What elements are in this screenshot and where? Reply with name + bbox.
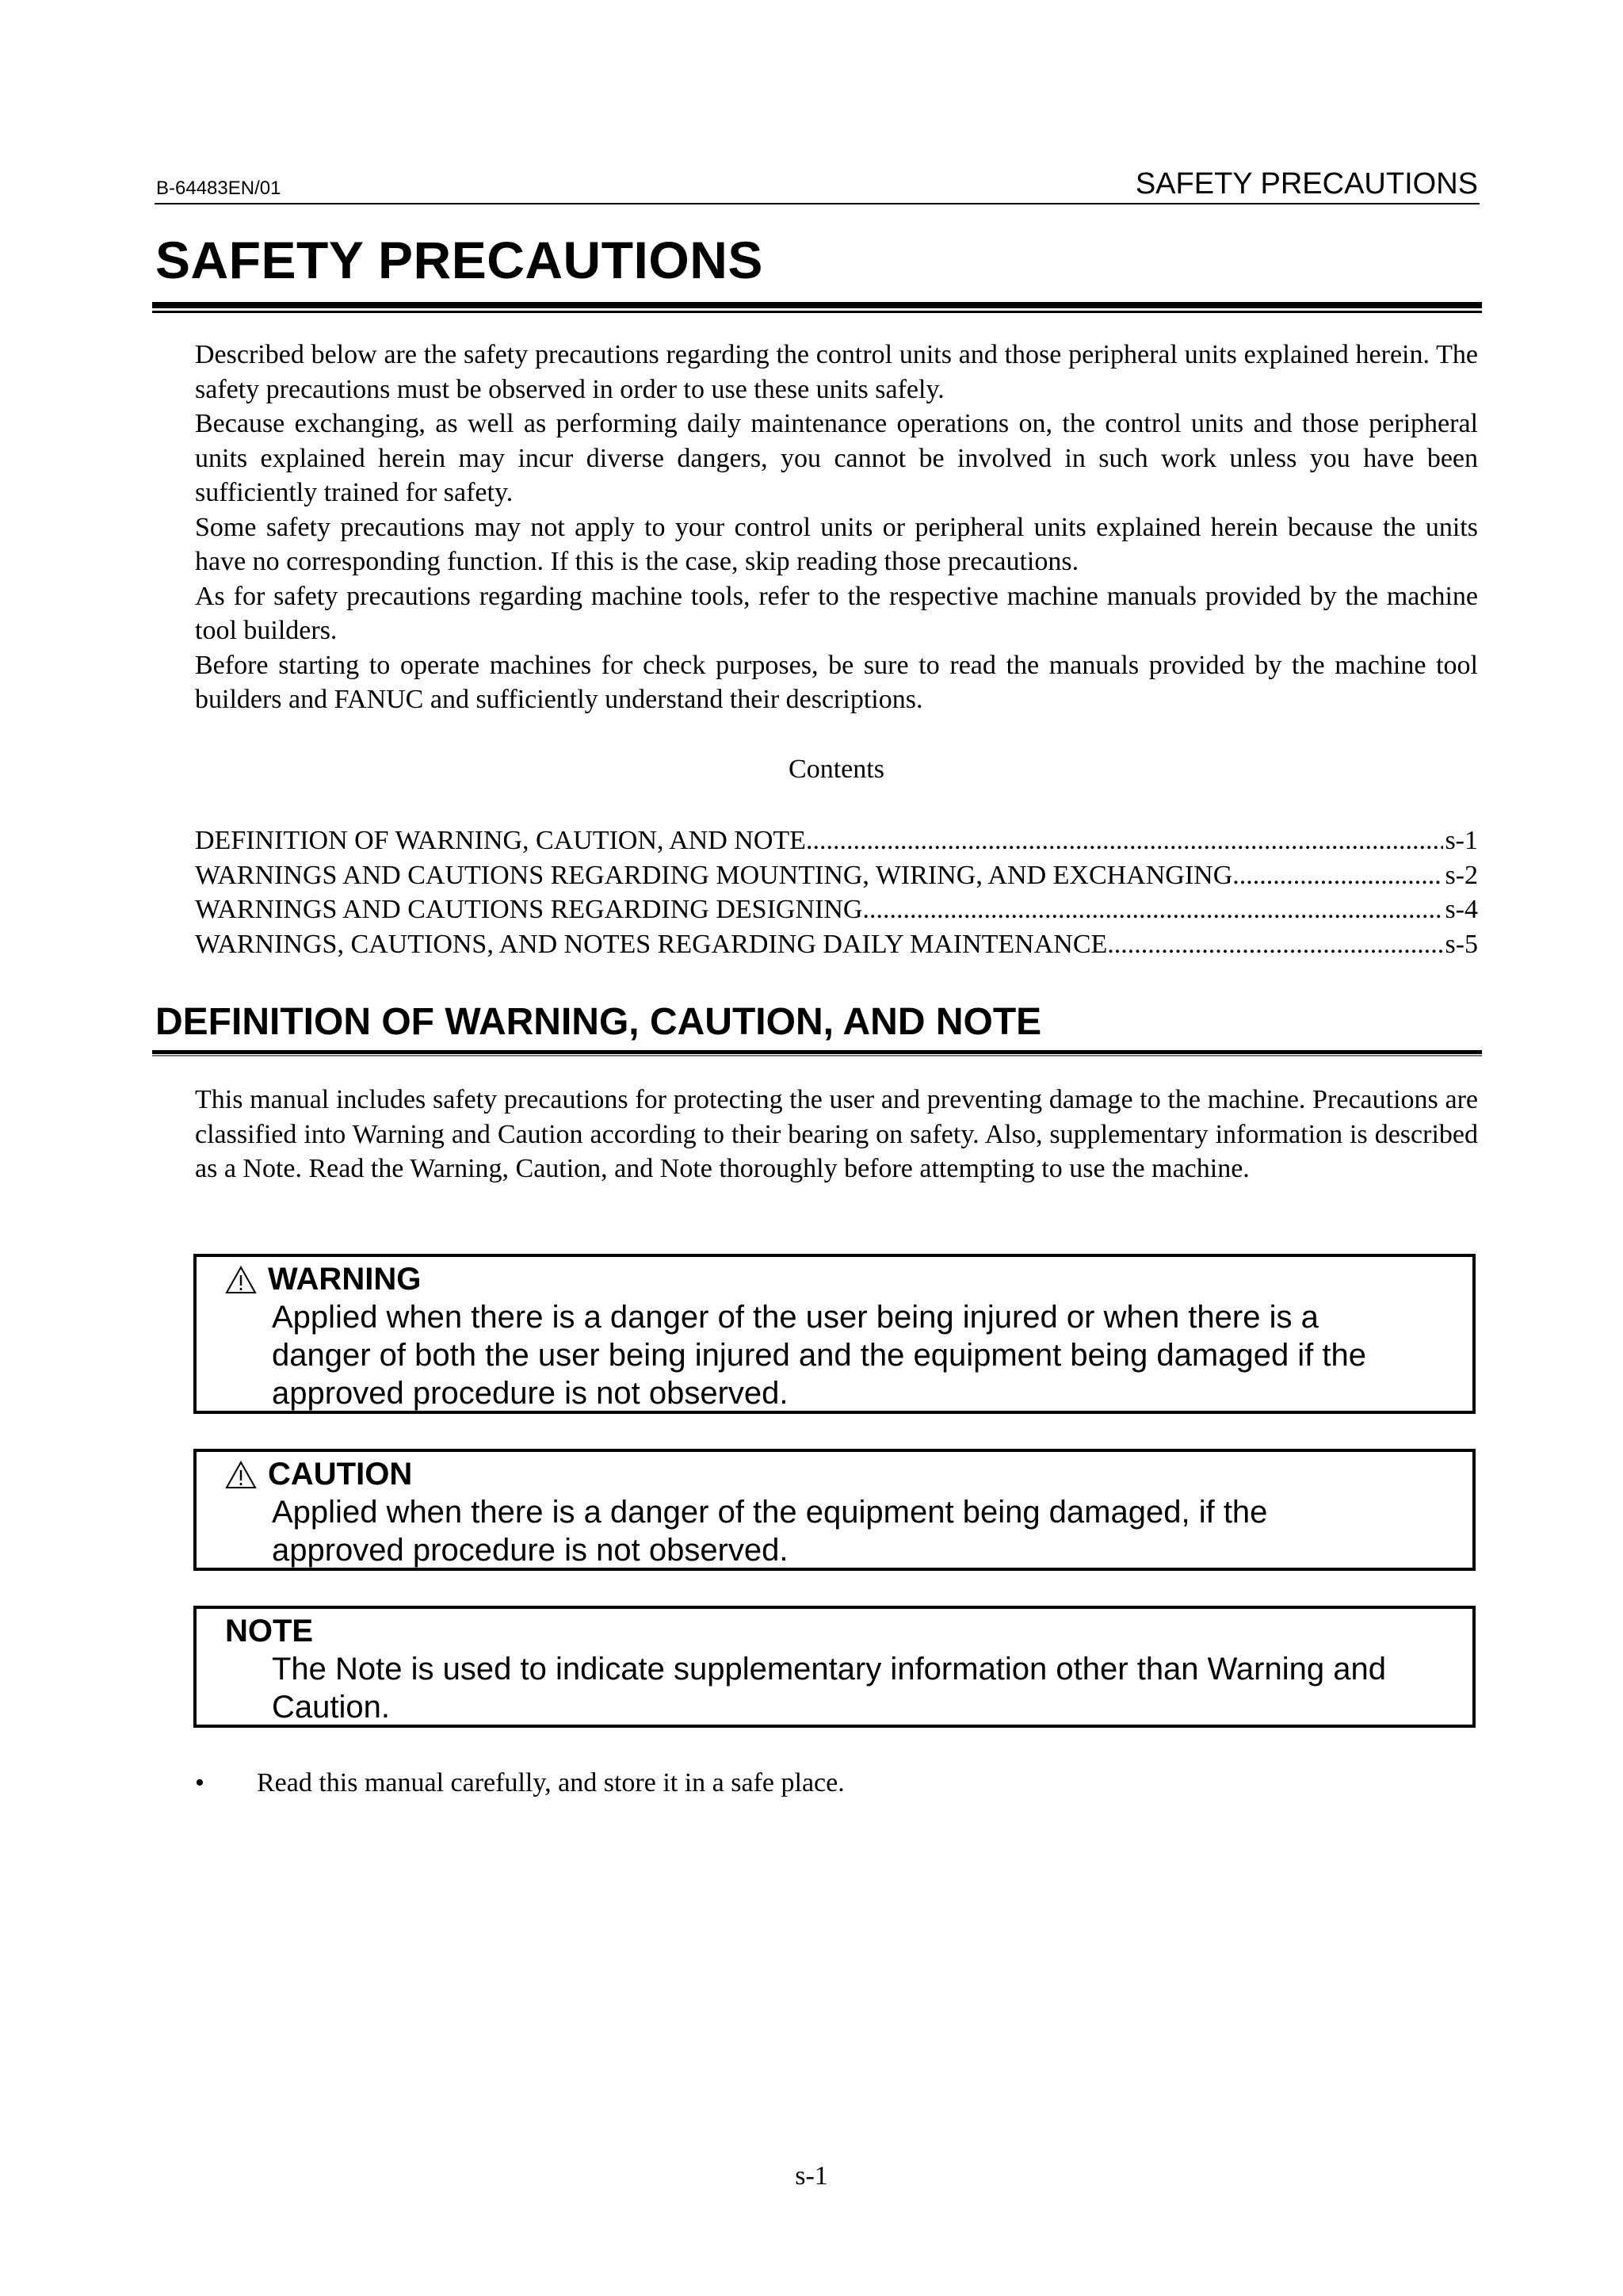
warning-box xyxy=(193,1254,1476,1414)
toc-entry-title: WARNINGS, CAUTIONS, AND NOTES REGARDING DAILY MAINTENANCE xyxy=(195,929,1108,959)
note-label: NOTE xyxy=(225,1614,314,1648)
toc-entry-title: WARNINGS AND CAUTIONS REGARDING DESIGNING xyxy=(195,895,863,924)
intro-paragraph: Before starting to operate machines for check purposes, be sure to read the manuals provided by the machine tool builders and FANUC and sufficiently understand their descriptions. xyxy=(195,650,1478,714)
title-rule-thick xyxy=(152,302,1482,308)
caution-line: Applied when there is a danger of the equipment being damaged, if the xyxy=(272,1495,1268,1530)
definition-text xyxy=(195,1083,1478,1186)
warning-line: approved procedure is not observed. xyxy=(272,1376,789,1411)
doc-number: B-64483EN/01 xyxy=(156,178,281,199)
toc-entry-page: s-2 xyxy=(1445,860,1478,890)
toc-entry-title: WARNINGS AND CAUTIONS REGARDING MOUNTING, WIRING, AND EXCHANGING xyxy=(195,860,1233,890)
note-heading xyxy=(225,1614,313,1649)
warning-text xyxy=(272,1298,1445,1412)
toc-entry[interactable] xyxy=(195,895,1478,930)
caution-heading xyxy=(225,1457,412,1492)
page-title: SAFETY PRECAUTIONS xyxy=(155,231,763,289)
intro-paragraph: Described below are the safety precautions regarding the control units and those peripheral units explained herein. The safety precautions must be observed in order to use these units safely. xyxy=(195,340,1478,404)
note-line: The Note is used to indicate supplementary information other than Warning and xyxy=(272,1652,1386,1687)
warning-heading xyxy=(225,1262,421,1297)
toc-entry[interactable] xyxy=(195,930,1478,965)
caution-triangle-icon xyxy=(225,1461,257,1489)
note-box xyxy=(193,1606,1476,1728)
caution-label: CAUTION xyxy=(268,1457,413,1492)
bullet-dot: • xyxy=(195,1768,204,1797)
toc-entry[interactable] xyxy=(195,826,1478,861)
title-rule-thin xyxy=(152,311,1482,313)
section-rule xyxy=(152,1050,1482,1054)
table-of-contents xyxy=(195,826,1478,964)
section-rule-shadow xyxy=(152,1055,1482,1056)
toc-entry-page: s-4 xyxy=(1445,895,1478,924)
caution-line: approved procedure is not observed. xyxy=(272,1533,789,1568)
toc-leader xyxy=(806,826,1444,856)
intro-paragraph: Because exchanging, as well as performing daily maintenance operations on, the control units and those peripheral units explained herein may incur diverse dangers, you cannot be involved in such work unless you have been sufficiently trained for safety. xyxy=(195,409,1478,507)
caution-box xyxy=(193,1449,1476,1571)
definition-paragraph: This manual includes safety precautions for protecting the user and preventing damage to the machine. Precautions are classified into Warning and Caution according to their bearing on safety. Also, supplementary information is described as a Note. Read the Warning, Caution, and Note thoroughly before attempting to use the machine. xyxy=(195,1085,1478,1183)
toc-leader xyxy=(862,895,1443,925)
bullet-item xyxy=(195,1768,845,1798)
section-title: DEFINITION OF WARNING, CAUTION, AND NOTE xyxy=(155,1001,1042,1043)
intro-text xyxy=(195,338,1478,717)
toc-leader xyxy=(1107,930,1443,960)
header-section-title: SAFETY PRECAUTIONS xyxy=(1135,167,1478,201)
note-line: Caution. xyxy=(272,1690,390,1725)
page-number: s-1 xyxy=(795,2161,828,2191)
warning-line: danger of both the user being injured and the equipment being damaged if the xyxy=(272,1338,1367,1373)
toc-entry-page: s-5 xyxy=(1445,929,1478,959)
warning-label: WARNING xyxy=(268,1262,422,1297)
intro-paragraph: Some safety precautions may not apply to your control units or peripheral units explained herein because the units have no corresponding function. If this is the case, skip reading those precautions. xyxy=(195,512,1478,576)
running-header xyxy=(155,165,1480,204)
toc-leader xyxy=(1232,861,1443,891)
toc-entry-title: DEFINITION OF WARNING, CAUTION, AND NOTE xyxy=(195,826,806,855)
contents-title: Contents xyxy=(789,755,884,784)
intro-paragraph: As for safety precautions regarding machine tools, refer to the respective machine manuals provided by the machine tool builders. xyxy=(195,581,1478,645)
caution-text xyxy=(272,1493,1445,1569)
note-text xyxy=(272,1650,1445,1726)
toc-entry[interactable] xyxy=(195,861,1478,896)
warning-line: Applied when there is a danger of the user being injured or when there is a xyxy=(272,1300,1319,1335)
toc-entry-page: s-1 xyxy=(1445,826,1478,855)
warning-triangle-icon xyxy=(225,1266,257,1294)
bullet-text: Read this manual carefully, and store it in a safe place. xyxy=(257,1768,845,1797)
